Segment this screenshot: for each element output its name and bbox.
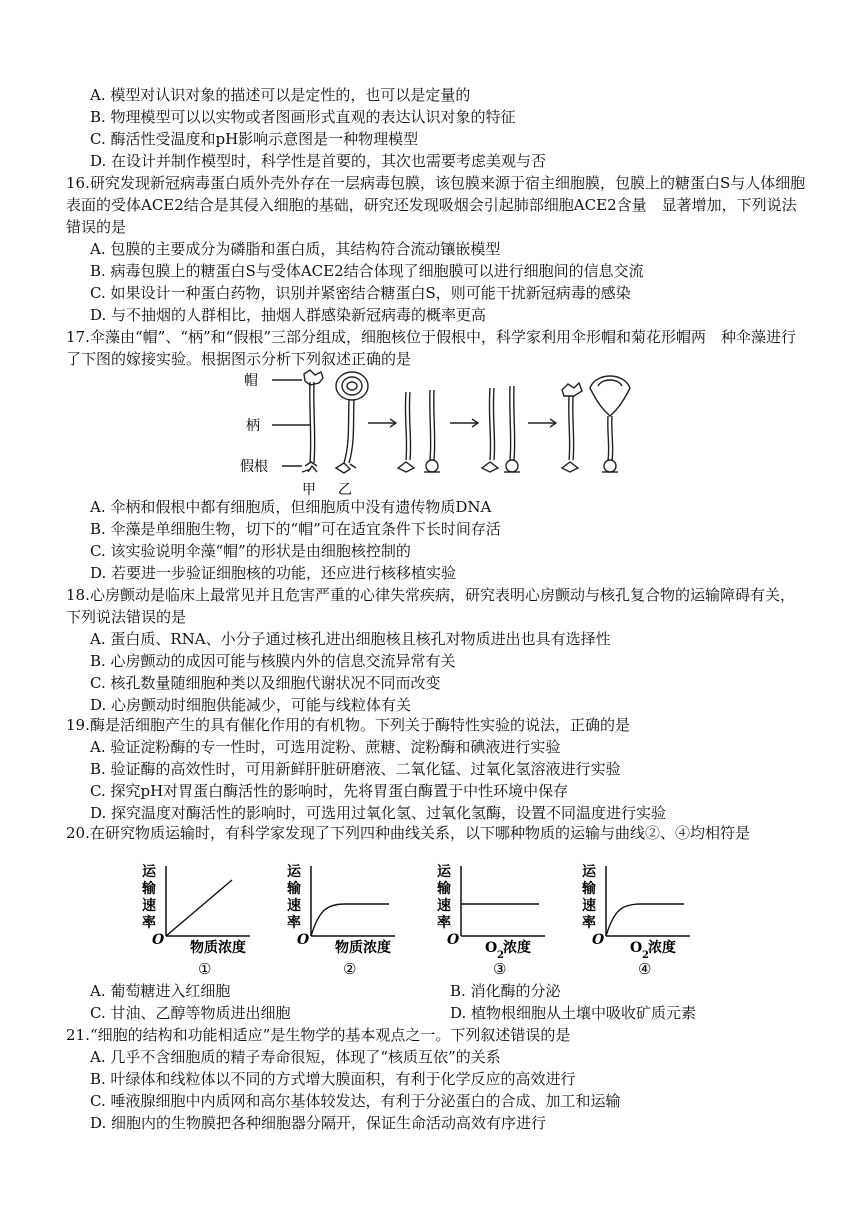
question-text: 伞藻由“帽”、“柄”和“假根”三部分组成，细胞核位于假根中，科学家利用伞形帽和菊花形帽两 种伞藻进行了下图的嫁接实验。根据图示分析下列叙述正确的是 (66, 328, 797, 368)
option-c: C. 如果设计一种蛋白药物，识别并紧密结合糖蛋白S，则可能干扰新冠病毒的感染 (90, 284, 631, 302)
y-axis-label-char: 率 (142, 915, 156, 931)
option-c: C. 核孔数量随细胞种类以及细胞代谢状况不同而改变 (90, 674, 441, 692)
label-rhizoid: 假根 (240, 459, 268, 475)
question-20-options (66, 980, 806, 1024)
option-b: B. 物理模型可以以实物或者图画形式直观的表达认识对象的特征 (90, 108, 516, 126)
x-axis-label: 物质浓度 (190, 940, 246, 956)
option-d: D. 若要进一步验证细胞核的功能，还应进行核移植实验 (90, 564, 457, 582)
graph-2 (286, 864, 395, 978)
label-stalk: 柄 (246, 418, 260, 434)
option-d: D. 心房颤动时细胞供能减少，可能与线粒体有关 (90, 696, 412, 714)
question-18 (66, 584, 806, 716)
x-axis-label-subscript: 2 (642, 950, 649, 961)
y-axis-label-char: 率 (287, 915, 301, 931)
x-axis-label-tail: 浓度 (648, 940, 676, 956)
option-d: D. 植物根细胞从土壤中吸收矿质元素 (450, 1004, 697, 1022)
option-a: A. 包膜的主要成分为磷脂和蛋白质，其结构符合流动镶嵌模型 (90, 240, 501, 258)
curve (311, 904, 389, 936)
graph-3 (436, 864, 545, 978)
question-stem (66, 584, 806, 628)
acetabularia-graft-figure (240, 368, 660, 500)
origin-label: O (297, 932, 310, 948)
curve (606, 904, 684, 936)
y-axis-label-char: 运 (287, 864, 301, 880)
x-axis-label-tail: 浓度 (503, 940, 531, 956)
y-axis-label-char: 输 (437, 881, 451, 897)
option-a: A. 葡萄糖进入红细胞 (90, 982, 231, 1000)
label-jia: 甲 (302, 482, 316, 498)
option-a: A. 验证淀粉酶的专一性时，可选用淀粉、蔗糖、淀粉酶和碘液进行实验 (90, 738, 561, 756)
option-c: C. 酶活性受温度和pH影响示意图是一种物理模型 (90, 130, 419, 148)
transport-rate-graphs (140, 862, 780, 980)
graph-number: ④ (638, 960, 652, 978)
question-text: 在研究物质运输时，有科学家发现了下列四种曲线关系，以下哪种物质的运输与曲线②、④均相符是 (90, 824, 751, 842)
graph-1 (141, 864, 250, 978)
x-axis-label: 物质浓度 (335, 940, 391, 956)
origin-label: O (447, 932, 460, 948)
curve (166, 880, 232, 936)
question-text: “细胞的结构和功能相适应”是生物学的基本观点之一。下列叙述错误的是 (90, 1026, 571, 1044)
question-stem (66, 822, 806, 844)
option-c: C. 该实验说明伞藻“帽”的形状是由细胞核控制的 (90, 542, 411, 560)
origin-label: O (592, 932, 605, 948)
y-axis-label-char: 运 (142, 864, 156, 880)
question-19 (66, 714, 806, 824)
option-b: B. 心房颤动的成因可能与核膜内外的信息交流异常有关 (90, 652, 456, 670)
y-axis-label-char: 运 (582, 864, 596, 880)
question-text: 酶是活细胞产生的具有催化作用的有机物。下列关于酶特性实验的说法，正确的是 (90, 716, 631, 734)
option-b: B. 叶绿体和线粒体以不同的方式增大膜面积，有利于化学反应的高效进行 (90, 1070, 576, 1088)
question-number: 21. (66, 1026, 90, 1044)
x-axis-label-subscript: 2 (497, 950, 504, 961)
question-number: 19. (66, 716, 90, 734)
graph-number: ② (343, 960, 357, 978)
option-a: A. 伞柄和假根中都有细胞质，但细胞质中没有遗传物质DNA (90, 498, 492, 516)
question-stem (66, 714, 806, 736)
option-d: D. 与不抽烟的人群相比，抽烟人群感染新冠病毒的概率更高 (90, 306, 487, 324)
option-b: B. 伞藻是单细胞生物，切下的“帽”可在适宜条件下长时间存活 (90, 520, 501, 538)
graph-number: ① (198, 960, 212, 978)
question-number: 16. (66, 174, 90, 192)
question-17-options (66, 496, 806, 584)
x-axis-label: O (630, 940, 643, 956)
option-b: B. 消化酶的分泌 (450, 982, 561, 1000)
option-a: A. 蛋白质、RNA、小分子通过核孔进出细胞核且核孔对物质进出也具有选择性 (90, 630, 611, 648)
y-axis-label-char: 速 (437, 898, 451, 914)
question-stem (66, 172, 806, 238)
question-number: 17. (66, 328, 90, 346)
options-grid (90, 980, 806, 1024)
question-15 (66, 84, 806, 172)
y-axis-label-char: 输 (142, 881, 156, 897)
y-axis-label-char: 输 (287, 881, 301, 897)
y-axis-label-char: 率 (582, 915, 596, 931)
option-a: A. 几乎不含细胞质的精子寿命很短，体现了“核质互依”的关系 (90, 1048, 501, 1066)
question-stem (66, 1024, 806, 1046)
option-b: B. 病毒包膜上的糖蛋白S与受体ACE2结合体现了细胞膜可以进行细胞间的信息交流 (90, 262, 644, 280)
question-16 (66, 172, 806, 326)
y-axis-label-char: 速 (287, 898, 301, 914)
graph-4 (581, 864, 690, 978)
option-b: B. 验证酶的高效性时，可用新鲜肝脏研磨液、二氧化锰、过氧化氢溶液进行实验 (90, 760, 621, 778)
origin-label: O (152, 932, 165, 948)
question-text: 心房颤动是临床上最常见并且危害严重的心律失常疾病，研究表明心房颤动与核孔复合物的运输障碍有关，下列说法错误的是 (66, 586, 796, 626)
question-21 (66, 1024, 806, 1134)
question-20 (66, 822, 806, 844)
option-d: D. 探究温度对酶活性的影响时，可选用过氧化氢、过氧化氢酶，设置不同温度进行实验 (90, 804, 667, 822)
graph-number: ③ (493, 960, 507, 978)
option-d: D. 细胞内的生物膜把各种细胞器分隔开，保证生命活动高效有序进行 (90, 1114, 547, 1132)
question-17 (66, 326, 806, 370)
option-c: C. 探究pH对胃蛋白酶活性的影响时，先将胃蛋白酶置于中性环境中保存 (90, 782, 569, 800)
question-stem (66, 326, 806, 370)
option-c: C. 唾液腺细胞中内质网和高尔基体较发达，有利于分泌蛋白的合成、加工和运输 (90, 1092, 621, 1110)
option-a: A. 模型对认识对象的描述可以是定性的，也可以是定量的 (90, 86, 471, 104)
label-cap: 帽 (244, 373, 258, 389)
y-axis-label-char: 输 (582, 881, 596, 897)
y-axis-label-char: 速 (582, 898, 596, 914)
question-number: 18. (66, 586, 90, 604)
label-yi: 乙 (338, 482, 352, 498)
option-c: C. 甘油、乙醇等物质进出细胞 (90, 1004, 291, 1022)
question-number: 20. (66, 824, 90, 842)
option-d: D. 在设计并制作模型时，科学性是首要的，其次也需要考虑美观与否 (90, 152, 547, 170)
y-axis-label-char: 率 (437, 915, 451, 931)
question-text: 研究发现新冠病毒蛋白质外壳外存在一层病毒包膜，该包膜来源于宿主细胞膜，包膜上的糖蛋白S与人体细胞表面的受体ACE2结合是其侵入细胞的基础，研究还发现吸烟会引起肺部细胞ACE2含量 显著增加，下列说法错误的是 (66, 174, 806, 236)
y-axis-label-char: 速 (142, 898, 156, 914)
x-axis-label: O (485, 940, 498, 956)
y-axis-label-char: 运 (437, 864, 451, 880)
